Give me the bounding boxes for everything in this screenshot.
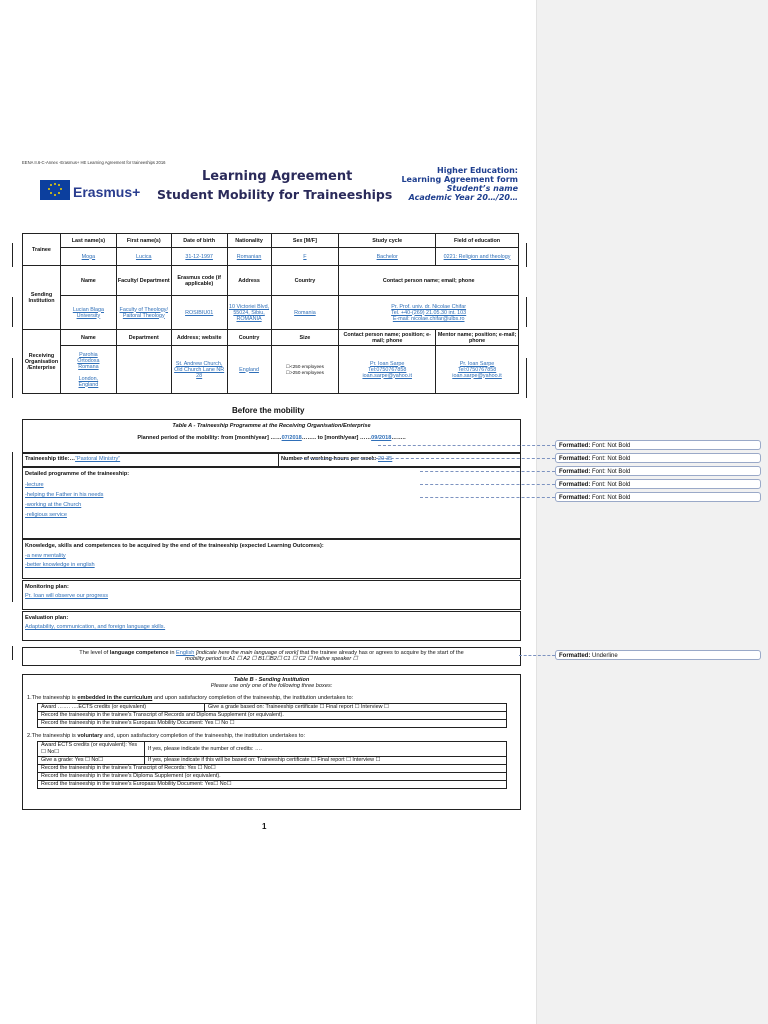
formatted-comment-4[interactable]: Formatted: Font: Not Bold [555, 479, 761, 489]
erasmus-logo-text: Erasmus+ [73, 184, 141, 200]
option-2-table: Award ECTS credits (or equivalent): Yes ☐ No☐ If yes, please indicate the number of credits: …. Give a grade: Yes ☐ No☐ If yes, please indicate if this will be based on: Traineeship certificate ☐ Final report ☐ Interview ☐ Record the traineeship in the trainee's Transcript of Records: Yes ☐ No☐ Record the traineeship in the trainee's Diploma Supplement (or equivalent). Record the traineeship in the trainee's Europass Mobility Document: Yes☐ No☐ [37, 741, 507, 789]
trainee-sex: F [271, 248, 339, 266]
table-b-title: Table B - Sending Institution [233, 677, 310, 683]
table-b-subtitle: Please use only one of the following three boxes: [210, 683, 333, 689]
formatted-comment-6[interactable]: Formatted: Underline [555, 650, 761, 660]
formatted-comment-1[interactable]: Formatted: Font: Not Bold [555, 440, 761, 450]
erasmus-logo [40, 180, 160, 204]
trainee-first-name: Lucica [116, 248, 171, 266]
receiving-country: England [227, 346, 271, 394]
form-info: Higher Education: Learning Agreement form Student’s name Academic Year 20…/20… [401, 166, 518, 202]
comments-pane [536, 0, 768, 1024]
trainee-study-cycle: Bachelor [339, 248, 436, 266]
sending-contact: Pr. Prof. univ. dr. Nicolae Chifar Tel. +40-(269) 21.05.30 int. 103 E-mail: nicolae.chifar@ulbs.ro [339, 296, 519, 330]
formatted-comment-5[interactable]: Formatted: Font: Not Bold [555, 492, 761, 502]
receiving-size: ☐<250 employees ☐>250 employees [271, 346, 339, 394]
receiving-contact: Pr. Ioan Sarpe Tel:0750767858 ioan.sarpe@yahoo.it [339, 346, 436, 394]
traineeship-title-box: Traineeship title:…“Pastoral Ministry” [22, 452, 279, 467]
sending-address: 10 Victoriei Blvd, 55024, Sibiu, ROMANIA [227, 296, 271, 330]
evaluation-box: Evaluation plan: Adaptability, communication, and foreign language skills. [22, 611, 521, 641]
receiving-department [116, 346, 171, 394]
monitoring-box: Monitoring plan: Pr. Ioan will observe our progress [22, 580, 521, 610]
detailed-programme-box: Detailed programme of the traineeship: -lecture -helping the Father in his needs -working at the Church -religious service [22, 467, 521, 539]
receiving-address: St. Andrew Church, Old Church Lane NR 28 [171, 346, 227, 394]
eu-flag-icon [40, 180, 70, 200]
trainee-birth-date: 31-12-1997 [171, 248, 227, 266]
knowledge-box: Knowledge, skills and competences to be acquired by the end of the traineeship (expected Learning Outcomes): -a new mentality -better knowledge in english [22, 539, 521, 579]
sending-label: Sending Institution [23, 266, 61, 330]
sending-erasmus-code: ROSIBIU01 [171, 296, 227, 330]
trainee-last-name: Moga [60, 248, 116, 266]
receiving-label: Receiving Organisation /Enterprise [23, 330, 61, 394]
trainee-label: Trainee [23, 234, 61, 266]
participants-table: Trainee Last name(s) First name(s) Date of birth Nationality Sex [M/F] Study cycle Field of education Moga Lucica 31-12-1997 Romanian F Bachelor 0221: Religion and theology Sending Institution Name Faculty/ Department Erasmus code (if applicable) Address Country Contact person name; email; phone Lucian Blaga University Faculty of Theology/ Paitoral Theology ROSIBIU01 10 Victoriei Blvd, 55024, Sibiu, ROMANIA Romania Pr. Prof. univ. dr. Nicolae Chifar Tel. +40-(269) 21.05.30 int. 103 E-mail: nicolae.chifar@ulbs.ro Receiving Organisation /Enterprise Name Department Address; website Country Size Contact person name; position; e-mail; phone Mentor name; position; e-mail; phone Parohia Ortodoxa Romana London, England St. Andrew Church, Old Church Lane NR 28 England ☐<250 employees ☐>250 employees Pr. Ioan Sarpe Tel:0750767858 ioan.sarpe@yahoo.it Pr. Ioan Sarpe Tel:0750767858 ioan.sarpe@yahoo.it [22, 233, 519, 394]
before-mobility-heading: Before the mobility [232, 406, 305, 415]
formatted-comment-3[interactable]: Formatted: Font: Not Bold [555, 466, 761, 476]
table-a [22, 419, 521, 454]
table-a-title: Table A - Traineeship Programme at the Receiving Organisation/Enterprise [172, 423, 371, 429]
working-hours-box: Number of working hours per week: 20-35 [278, 452, 521, 467]
sending-faculty: Faculty of Theology/ Paitoral Theology [116, 296, 171, 330]
language-box: The level of language competence in English [indicate here the main language of work] that the trainee already has or agrees to acquire by the start of the mobility period is:A1 ☐ A2 ☐ B1☐B2☐ C1 ☐ C2 ☐ Native speaker ☐ [22, 647, 521, 666]
planned-period: Planned period of the mobility: from [month/year] ……07/2018…….. to [month/year] ……09/2018…….. [137, 435, 406, 441]
receiving-mentor: Pr. Ioan Sarpe Tel:0750767858 ioan.sarpe@yahoo.it [436, 346, 519, 394]
trainee-nationality: Romanian [227, 248, 271, 266]
trainee-field: 0221: Religion and theology [436, 248, 519, 266]
formatted-comment-2[interactable]: Formatted: Font: Not Bold [555, 453, 761, 463]
option-1-table: Award ……. ….ECTS credits (or equivalent) Give a grade based on: Traineeship certificate ☐ Final report ☐ Interview ☐ Record the traineeship in the trainee's Transcript of Records and Diploma Supplement (or equivalent). Record the traineeship in the trainee's Europass Mobility Document: Yes ☐ No ☐ [37, 703, 507, 728]
document-reference: EENA II.6-C-Annex -Erasmus+ HE Learning Agreement for traineeships 2016 [22, 160, 166, 165]
sending-name: Lucian Blaga University [60, 296, 116, 330]
sending-country: Romania [271, 296, 339, 330]
table-b: Table B - Sending Institution Please use only one of the following three boxes: 1.The traineeship is embedded in the curriculum and upon satisfactory completion of the traineeship, the institution undertakes to: Award ……. ….ECTS credits (or equivalent) Give a grade based on: Traineeship certificate ☐ Final report ☐ Interview ☐ Record the traineeship in the trainee's Transcript of Records and Diploma Supplement (or equivalent). Record the traineeship in the trainee's Europass Mobility Document: Yes ☐ No ☐ 2.The traineeship is voluntary and, upon satisfactory completion of the traineeship, the institution undertakes to: Award ECTS credits (or equivalent): Yes ☐ No☐ If yes, please indicate the number of credits: …. Give a grade: Yes ☐ No☐ If yes, please indicate if this will be based on: Traineeship certificate ☐ Final report ☐ Interview ☐ Record the traineeship in the trainee's Transcript of Records: Yes ☐ No☐ Record the traineeship in the trainee's Diploma Supplement (or equivalent). Record the traineeship in the trainee's Europass Mobility Document: Yes☐ No☐ [22, 674, 521, 810]
document-title: Learning Agreement [202, 169, 353, 184]
document-subtitle: Student Mobility for Traineeships [157, 187, 393, 202]
page-number: 1 [262, 822, 267, 831]
receiving-name: Parohia Ortodoxa Romana London, England [60, 346, 116, 394]
